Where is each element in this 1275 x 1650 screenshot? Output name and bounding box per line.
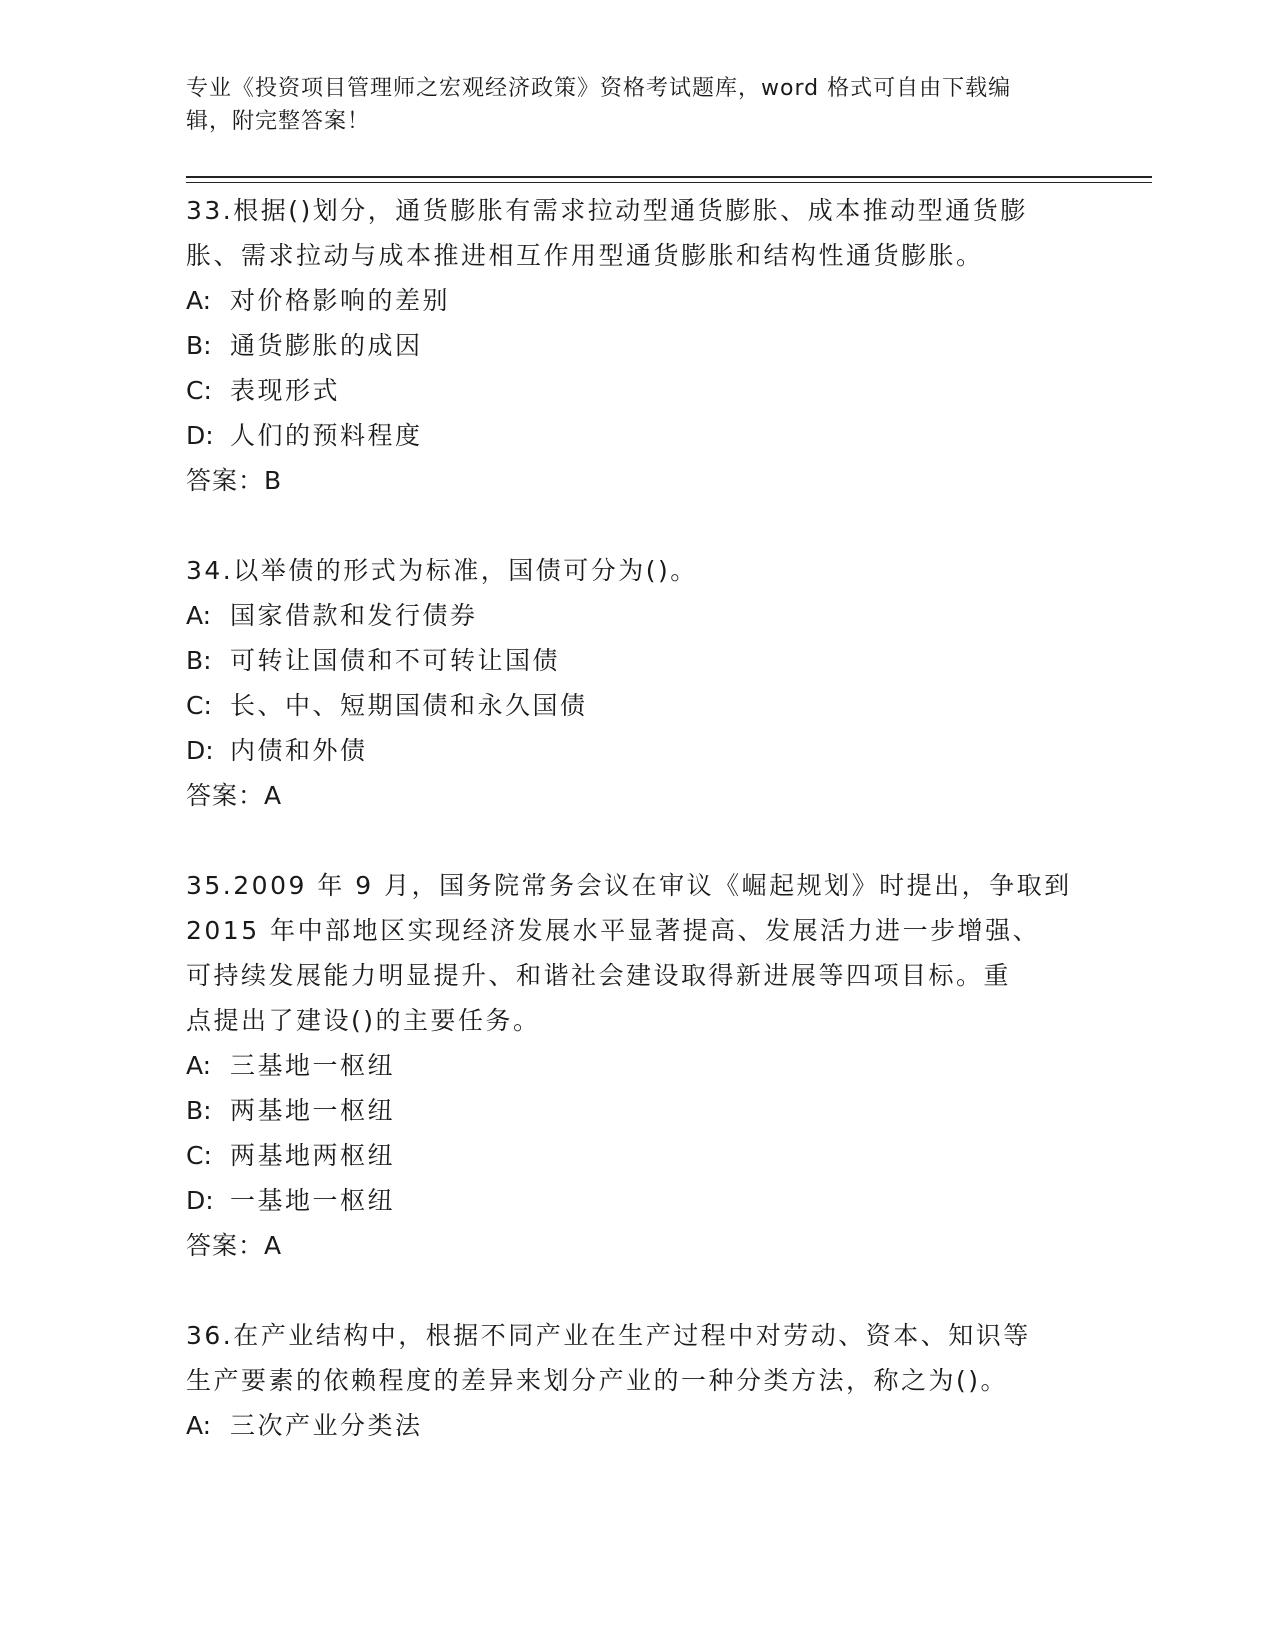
option-text: 三次产业分类法 [230,1411,423,1440]
option-letter: B: [186,331,212,360]
answer-key: 答案：A [186,1231,283,1260]
answer-option [186,368,1086,413]
option-letter: A: [186,1051,212,1080]
option-text: 内债和外债 [230,736,368,765]
option-letter: A: [186,601,212,630]
answer-option [186,638,1086,683]
header-line-2: 辑，附完整答案！ [186,109,371,134]
answer-option [186,1088,1086,1133]
answer-key: 答案：A [186,781,283,810]
answer-option [186,728,1086,773]
option-letter: A: [186,1411,212,1440]
question-block [186,548,1086,818]
answer-option [186,413,1086,458]
option-letter: B: [186,1096,212,1125]
question-block [186,188,1086,503]
option-letter: D: [186,736,214,765]
option-letter: C: [186,1141,212,1170]
question-stem-line: 胀、需求拉动与成本推进相互作用型通货膨胀和结构性通货膨胀。 [186,241,984,270]
answer-option [186,323,1086,368]
question-block [186,863,1086,1268]
question-list [186,188,1086,1493]
option-letter: A: [186,286,212,315]
question-stem-line: 35.2009 年 9 月，国务院常务会议在审议《崛起规划》时提出，争取到 [186,871,1072,900]
option-text: 对价格影响的差别 [230,286,451,315]
option-text: 一基地一枢纽 [230,1186,396,1215]
answer-option [186,1043,1086,1088]
question-stem-line: 36.在产业结构中，根据不同产业在生产过程中对劳动、资本、知识等 [186,1321,1031,1350]
question-stem-line: 点提出了建设()的主要任务。 [186,1006,541,1035]
option-text: 可转让国债和不可转让国债 [230,646,561,675]
option-letter: D: [186,421,214,450]
option-letter: D: [186,1186,214,1215]
option-text: 三基地一枢纽 [230,1051,396,1080]
option-letter: B: [186,646,212,675]
answer-option [186,1178,1086,1223]
question-block [186,1313,1086,1448]
answer-option [186,1403,1086,1448]
header-line-1: 专业《投资项目管理师之宏观经济政策》资格考试题库，word 格式可自由下载编 [186,76,1012,101]
answer-key: 答案：B [186,466,283,495]
document-header [186,72,1086,138]
option-text: 两基地两枢纽 [230,1141,396,1170]
answer-option [186,1133,1086,1178]
option-text: 国家借款和发行债券 [230,601,478,630]
question-stem-line: 2015 年中部地区实现经济发展水平显著提高、发展活力进一步增强、 [186,916,1041,945]
option-text: 人们的预料程度 [230,421,423,450]
answer-option [186,278,1086,323]
header-rule-thin [186,182,1152,183]
option-letter: C: [186,691,212,720]
question-stem-line: 33.根据()划分，通货膨胀有需求拉动型通货膨胀、成本推动型通货膨 [186,196,1028,225]
question-stem-line: 生产要素的依赖程度的差异来划分产业的一种分类方法，称之为()。 [186,1366,1009,1395]
option-text: 通货膨胀的成因 [230,331,423,360]
answer-option [186,593,1086,638]
option-letter: C: [186,376,212,405]
question-stem-line: 34.以举债的形式为标准，国债可分为()。 [186,556,698,585]
header-rule-thick [186,176,1152,178]
option-text: 长、中、短期国债和永久国债 [230,691,588,720]
option-text: 表现形式 [230,376,341,405]
answer-option [186,683,1086,728]
question-stem-line: 可持续发展能力明显提升、和谐社会建设取得新进展等四项目标。重 [186,961,1012,990]
option-text: 两基地一枢纽 [230,1096,396,1125]
